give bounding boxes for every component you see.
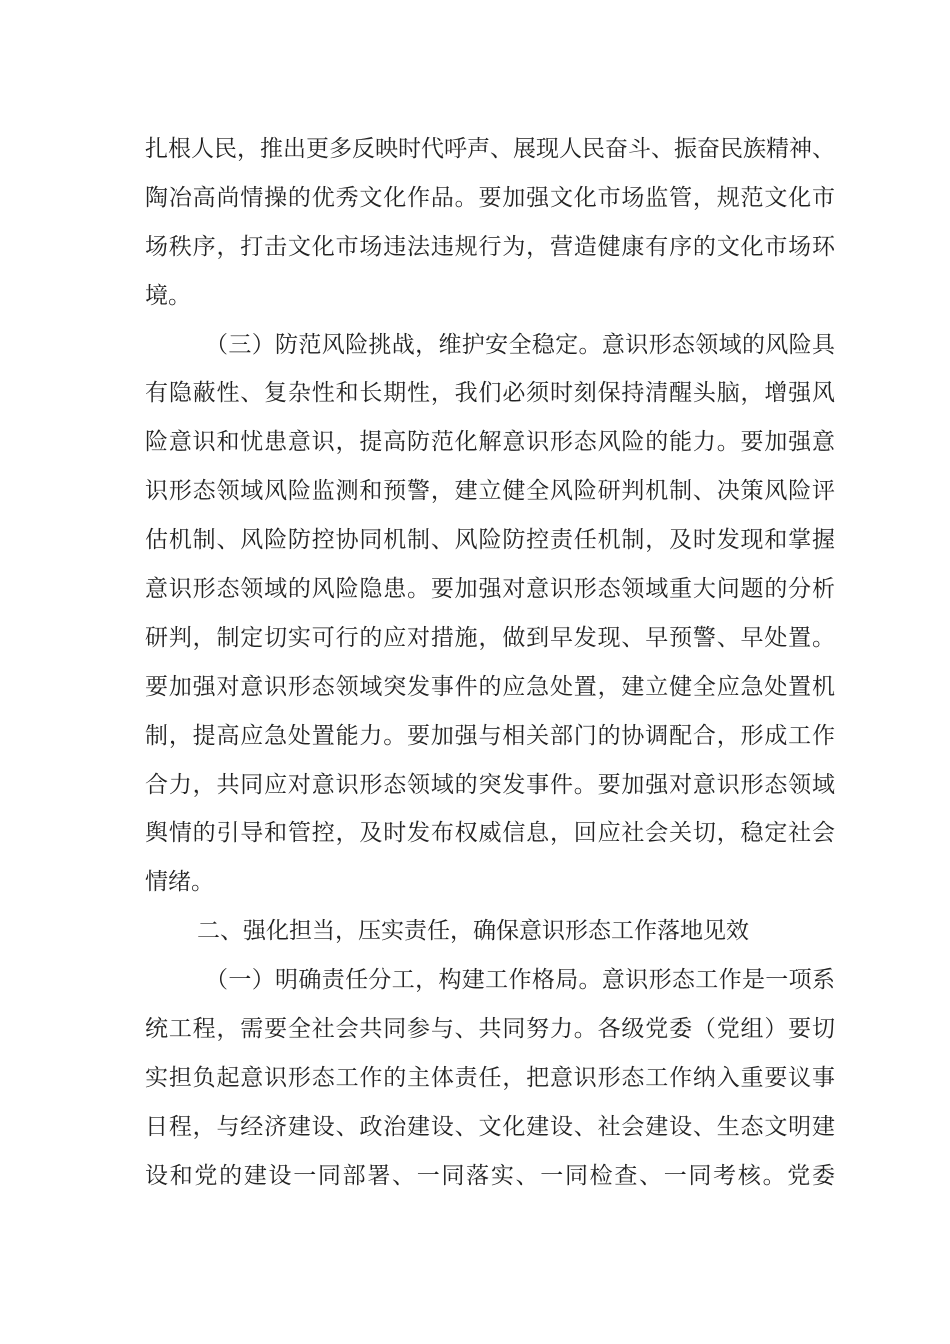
text-line: 研判，制定切实可行的应对措施，做到早发现、早预警、早处置。 xyxy=(145,624,835,651)
text-line: 统工程，需要全社会共同参与、共同努力。各级党委（党组）要切 xyxy=(145,1016,835,1043)
body-text xyxy=(145,125,835,1201)
text-line: 场秩序，打击文化市场违法违规行为，营造健康有序的文化市场环 xyxy=(145,233,835,260)
text-line: 制，提高应急处置能力。要加强与相关部门的协调配合，形成工作 xyxy=(145,722,835,749)
paragraph-start-line: （三）防范风险挑战，维护安全稳定。意识形态领域的风险具 xyxy=(205,331,835,358)
text-line: 扎根人民，推出更多反映时代呼声、展现人民奋斗、振奋民族精神、 xyxy=(145,136,835,162)
text-line: 境。 xyxy=(145,282,191,309)
text-line: 要加强对意识形态领域突发事件的应急处置，建立健全应急处置机 xyxy=(145,673,835,700)
text-line: 合力，共同应对意识形态领域的突发事件。要加强对意识形态领域 xyxy=(145,771,835,798)
text-line: 识形态领域风险监测和预警，建立健全风险研判机制、决策风险评 xyxy=(145,478,835,505)
text-line: 日程，与经济建设、政治建设、文化建设、社会建设、生态文明建 xyxy=(145,1113,835,1140)
text-line: 险意识和忧患意识，提高防范化解意识形态风险的能力。要加强意 xyxy=(145,429,835,456)
text-line: 有隐蔽性、复杂性和长期性，我们必须时刻保持清醒头脑，增强风 xyxy=(145,380,835,407)
text-line: 情绪。 xyxy=(145,869,214,896)
text-line: 实担负起意识形态工作的主体责任，把意识形态工作纳入重要议事 xyxy=(145,1064,835,1091)
text-line: 估机制、风险防控协同机制、风险防控责任机制，及时发现和掌握 xyxy=(145,527,835,554)
text-line: 设和党的建设一同部署、一同落实、一同检查、一同考核。党委 xyxy=(145,1162,835,1189)
paragraph-start-line: （一）明确责任分工，构建工作格局。意识形态工作是一项系 xyxy=(205,967,835,994)
text-line: 意识形态领域的风险隐患。要加强对意识形态领域重大问题的分析 xyxy=(145,576,835,603)
text-line: 舆情的引导和管控，及时发布权威信息，回应社会关切，稳定社会 xyxy=(145,820,835,847)
section-heading: 二、强化担当，压实责任，确保意识形态工作落地见效 xyxy=(197,918,749,945)
text-line: 陶冶高尚情操的优秀文化作品。要加强文化市场监管，规范文化市 xyxy=(145,184,835,211)
